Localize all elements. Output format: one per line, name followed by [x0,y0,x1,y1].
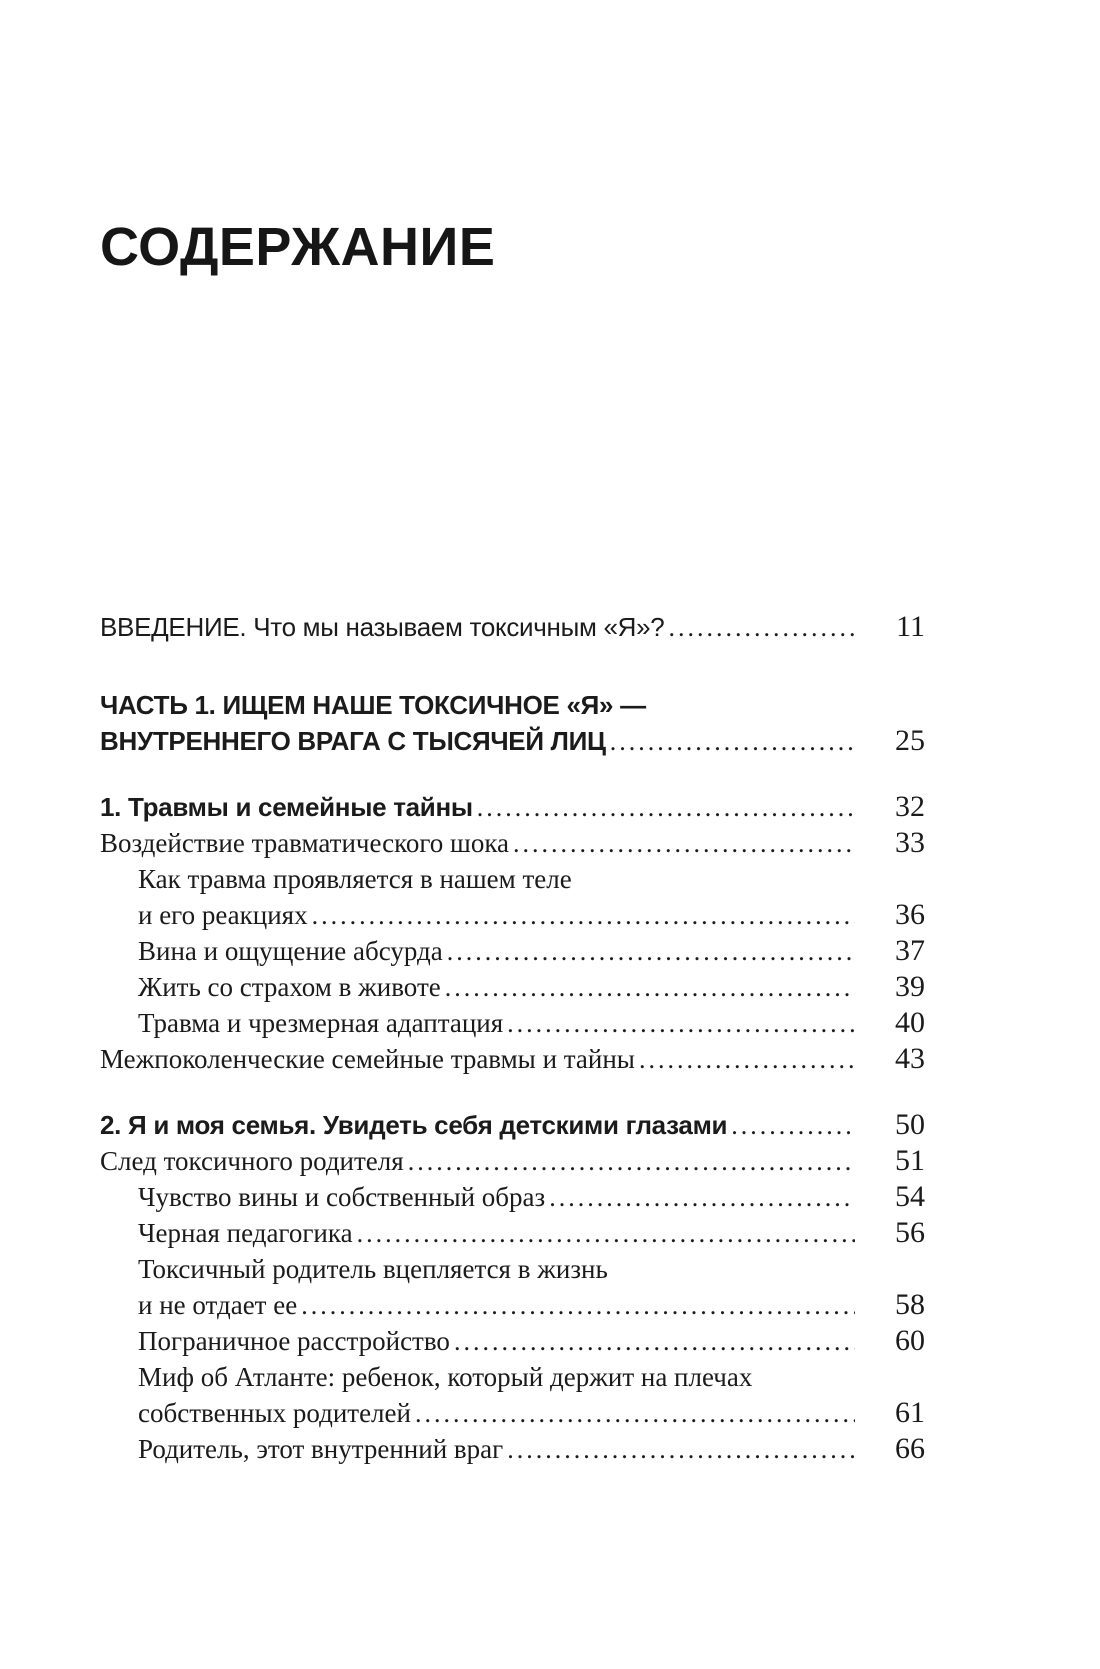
dot-leader [312,898,855,934]
toc-entry [100,1431,925,1467]
dot-leader [301,1288,855,1324]
toc-page-number: 58 [895,1288,925,1322]
dot-leader [507,1006,855,1042]
toc-entry-label: Как травма проявляется в нашем теле [138,864,572,895]
toc-entry-label: Межпоколенческие семейные травмы и тайны [100,1044,635,1075]
toc-entry-label: Пограничное расстройство [138,1326,450,1357]
dot-leader [408,1144,855,1180]
toc-entry [100,1179,925,1215]
toc-entry-line [100,933,925,969]
toc-page-number: 50 [895,1108,925,1142]
toc-entry-line [100,789,925,825]
dot-leader [507,1432,855,1468]
dot-leader [731,1108,855,1144]
page-title: СОДЕРЖАНИЕ [100,217,496,277]
toc-entry-line [100,861,925,897]
toc-entry [100,1005,925,1041]
toc-page-number: 54 [895,1180,925,1214]
toc-entry [100,1143,925,1179]
toc-entry-label: ЧАСТЬ 1. ИЩЕМ НАШЕ ТОКСИЧНОЕ «Я» — [100,690,646,721]
toc-entry [100,861,925,933]
toc-entry-label: След токсичного родителя [100,1146,404,1177]
toc-page-number: 51 [895,1144,925,1178]
dot-leader [610,724,855,760]
toc-entry [100,687,925,759]
toc-page-number: 37 [895,934,925,968]
toc-entry [100,609,925,645]
toc-entry-label: Чувство вины и собственный образ [138,1182,546,1213]
toc-page-number: 56 [895,1216,925,1250]
toc-entry-label: Миф об Атланте: ребенок, который держит на плечах [138,1362,753,1393]
toc-entry-label: Черная педагогика [138,1218,353,1249]
toc-entry [100,789,925,825]
dot-leader [454,1324,855,1360]
toc-entry-label: ВНУТРЕННЕГО ВРАГА С ТЫСЯЧЕЙ ЛИЦ [100,726,606,757]
toc-entry-label: Жить со страхом в животе [138,972,441,1003]
toc-entry-line [100,1005,925,1041]
toc-page-number: 36 [895,898,925,932]
toc-entry [100,1251,925,1323]
dot-leader [415,1396,855,1432]
toc-page-number: 61 [895,1396,925,1430]
toc-page-number: 66 [895,1432,925,1466]
dot-leader [447,934,855,970]
toc-entry-label: собственных родителей [138,1398,411,1429]
toc-entry-line [100,687,925,723]
toc-entry-line [100,1107,925,1143]
toc-entry-line [100,609,925,645]
toc-entry-line [100,1179,925,1215]
toc-page-number: 43 [895,1042,925,1076]
toc-entry-label: Травма и чрезмерная адаптация [138,1008,504,1039]
toc-entry [100,1215,925,1251]
toc-entry-line [100,1143,925,1179]
toc-entry-line [100,1359,925,1395]
toc-entry [100,1323,925,1359]
toc-entry [100,1041,925,1077]
toc-page-number: 39 [895,970,925,1004]
toc-entry-label: Воздействие травматического шока [100,828,510,859]
toc-entry-label: ВВЕДЕНИЕ. Что мы называем токсичным «Я»? [100,612,665,643]
toc-list [100,609,925,1467]
toc-page-number: 33 [895,826,925,860]
toc-page-number: 32 [895,790,925,824]
dot-leader [477,790,855,826]
toc-entry-line [100,1251,925,1287]
dot-leader [668,610,855,646]
toc-entry-line [100,1323,925,1359]
toc-page-number: 25 [895,724,925,758]
toc-entry-line [100,1215,925,1251]
toc-page-number: 11 [896,610,925,644]
toc-entry-label: 1. Травмы и семейные тайны [100,792,473,823]
toc-entry-line [100,897,925,933]
toc-entry-label: 2. Я и моя семья. Увидеть себя детскими глазами [100,1110,728,1141]
toc-entry-line [100,1431,925,1467]
toc-entry-line [100,1041,925,1077]
toc-entry-label: Вина и ощущение абсурда [138,936,443,967]
toc-entry-line [100,1395,925,1431]
toc-page-number: 60 [895,1324,925,1358]
toc-entry-label: и его реакциях [138,900,308,931]
toc-entry [100,825,925,861]
toc-entry-line [100,825,925,861]
toc-entry-line [100,1287,925,1323]
toc-entry-label: Родитель, этот внутренний враг [138,1434,504,1465]
toc-entry [100,1359,925,1431]
toc-page-number: 40 [895,1006,925,1040]
toc-entry-label: и не отдает ее [138,1290,298,1321]
toc-entry-label: Токсичный родитель вцепляется в жизнь [138,1254,608,1285]
toc-entry [100,969,925,1005]
dot-leader [357,1216,855,1252]
toc-entry-line [100,969,925,1005]
toc-entry-line [100,723,925,759]
dot-leader [513,826,855,862]
toc-entry [100,933,925,969]
dot-leader [639,1042,855,1078]
toc-entry [100,1107,925,1143]
dot-leader [549,1180,855,1216]
dot-leader [445,970,855,1006]
